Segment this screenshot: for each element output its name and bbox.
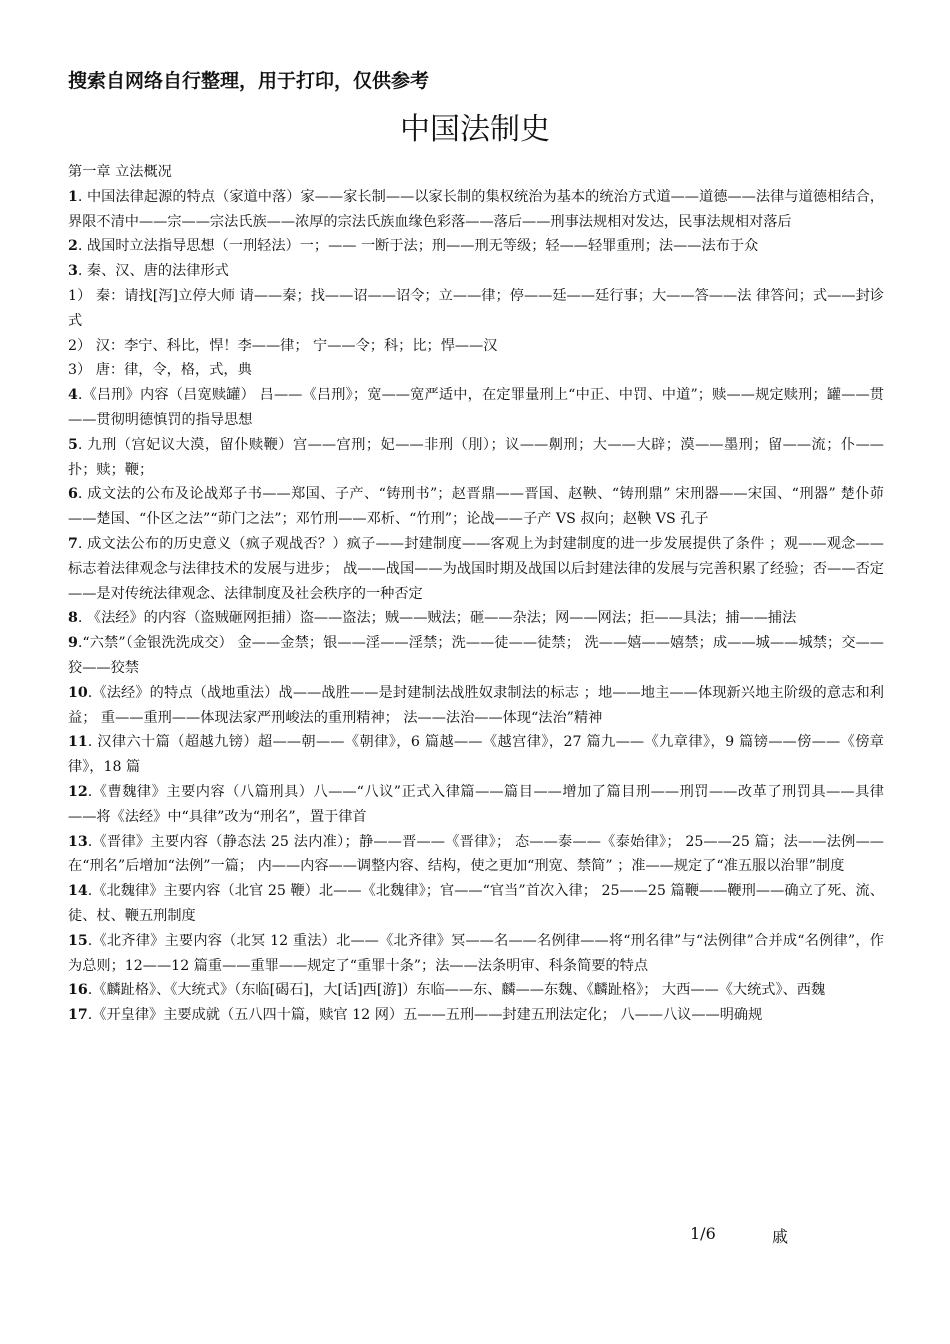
paragraph (68, 334, 884, 359)
paragraph (68, 606, 884, 631)
paragraph-text: . 战国时立法指导思想（一刑轻法）一；—— 一断于法；刑——刑无等级；轻——轻罪重刑；法——法布于众 (77, 238, 759, 255)
paragraph (68, 433, 884, 483)
paragraph-number: 8 (68, 610, 78, 627)
document-title: 中国法制史 (400, 112, 550, 147)
paragraph-text: . 《法经》的内容（盗贼砸网拒捕）盗——盗法；贼——贼法；砸——杂法；网——网法；拒——具法；捕——捕法 (77, 610, 797, 627)
paragraph (68, 482, 884, 532)
document-body (68, 160, 884, 1028)
paragraph-number: 4 (68, 387, 78, 404)
paragraph-text: .《曹魏律》主要内容（八篇刑具）八——“八议”正式入律篇——篇目——增加了篇目刑——刑罚——改革了刑罚具——具律——将《法经》中“具律”改为“刑名”，置于律首 (68, 783, 884, 825)
paragraph-number: 3 (68, 263, 78, 280)
paragraph (68, 879, 884, 929)
paragraph-text: . 九刑（宫妃议大漠，留仆赎鞭）宫——宫刑；妃——非刑（刖）；议——劓刑；大——大辟；漠——墨刑；留——流；仆——扑；赎；鞭； (68, 436, 884, 478)
paragraph-number: 14 (68, 883, 88, 900)
paragraph-text: .《北魏律》主要内容（北官 25 鞭）北——《北魏律》；官——“官当”首次入律； 25——25 篇鞭——鞭刑——确立了死、流、徒、杖、鞭五刑制度 (68, 883, 884, 924)
paragraph (68, 830, 884, 880)
paragraph-text: .“六禁”（金银洗洗成交） 金——金禁；银——淫——淫禁；洗——徒——徒禁； 洗——嬉——嬉禁；成——城——城禁；交——狡——狡禁 (68, 635, 884, 676)
paragraph (68, 284, 884, 334)
paragraph-number: 1 (68, 188, 78, 205)
paragraph (68, 631, 884, 681)
paragraph-text: .《北齐律》主要内容（北冥 12 重法）北——《北齐律》冥——名——名例律——将“刑名律”与“法例律”合并成“名例律”，作为总则；12——12 篇重——重罪——规定了“重罪十条”；法——法条明审、科条简要的特点 (68, 932, 884, 974)
paragraph-text: 2） 汉：李宁、科比，悍！李——律； 宁——令；科；比；悍——汉 (68, 337, 498, 354)
paragraph-text: 3） 唐：律，令，格，式，典 (68, 362, 252, 379)
paragraph (68, 978, 884, 1003)
paragraph-text: . 秦、汉、唐的法律形式 (77, 263, 229, 280)
paragraph-number: 11 (68, 734, 88, 751)
paragraph-text: . 成文法的公布及论战郑子书——郑国、子产、“铸刑书”；赵晋鼎——晋国、赵鞅、“铸刑鼎” 宋刑器——宋国、“刑器” 楚仆茆——楚国、“仆区之法”“茆门之法”；邓竹刑——邓析、“竹刑”；论战——子产 VS 叔向；赵鞅 VS 孔子 (68, 486, 884, 528)
page-number: 1/6 (690, 1224, 716, 1243)
paragraph (68, 358, 884, 383)
paragraph-text: 1） 秦：请找[泻]立停大师 请——秦；找——诏——诏令；立——律；停——廷——廷行事；大——答——法 律答问；式——封诊式 (68, 287, 884, 329)
paragraph-number: 16 (68, 982, 88, 999)
paragraph (68, 780, 884, 830)
paragraph (68, 929, 884, 979)
paragraph-text: .《开皇律》主要成就（五八四十篇，赎官 12 网）五——五刑——封建五刑法定化； 八——八议——明确规 (87, 1007, 763, 1024)
paragraph (68, 234, 884, 259)
paragraph-text: . 中国法律起源的特点（家道中落）家——家长制——以家长制的集权统治为基本的统治方式道——道德——法律与道德相结合，界限不清中——宗——宗法氏族——浓厚的宗法氏族血缘色彩落——落后——刑事法规相对发达，民事法规相对落后 (68, 188, 884, 230)
paragraph-text: . 汉律六十篇（超越九镑）超——朝——《朝律》，6 篇越——《越宫律》，27 篇九——《九章律》，9 篇镑——傍——《傍章律》，18 篇 (68, 734, 884, 776)
paragraph (68, 532, 884, 606)
paragraph-text: .《法经》的特点（战地重法）战——战胜——是封建制法战胜奴隶制法的标志 ；地——地主——体现新兴地主阶级的意志和利益； 重——重刑——体现法家严刑峻法的重刑精神； 法——法治——体现“法治”精神 (68, 684, 884, 726)
paragraph-text: .《麟趾格》、《大统式》（东临[碣石]，大[话]西[游]）东临——东、麟——东魏、《麟趾格》； 大西——《大统式》、西魏 (87, 982, 826, 999)
paragraph-number: 5 (68, 436, 78, 453)
paragraph-text: . 成文法公布的历史意义（疯子观战否？）疯子——封建制度——客观上为封建制度的进一步发展提供了条件 ；观——观念——标志着法律观念与法律技术的发展与进步； 战——战国——为战国时期及战国以后封建法律的发展与完善积累了经验；否——否定——是对传统法律观念、法律制度及社会秩序的一种否定 (68, 535, 884, 602)
paragraph (68, 730, 884, 780)
paragraph (68, 1003, 884, 1028)
footer-mark: 戚 (772, 1227, 789, 1246)
paragraph-number: 13 (68, 833, 88, 850)
paragraph-number: 17 (68, 1007, 88, 1024)
paragraph (68, 681, 884, 731)
paragraph-number: 6 (68, 486, 78, 503)
paragraph (68, 383, 884, 433)
paragraph-list (68, 185, 884, 1028)
paragraph-text: .《吕刑》内容（吕宽赎罐） 吕——《吕刑》；宽——宽严适中，在定罪量刑上“中正、中罚、中道”；赎——规定赎刑；罐——贯——贯彻明德慎罚的指导思想 (68, 387, 884, 428)
paragraph-number: 12 (68, 783, 88, 800)
paragraph-number: 7 (68, 535, 78, 552)
paragraph-number: 15 (68, 932, 88, 949)
paragraph-number: 2 (68, 238, 78, 255)
chapter-heading: 第一章 立法概况 (68, 164, 172, 180)
paragraph (68, 185, 884, 235)
paragraph-text: .《晋律》主要内容（静态法 25 法内准）；静——晋——《晋律》； 态——泰——《泰始律》； 25——25 篇；法——法例——在“刑名”后增加“法例”一篇； 内——内容——调整内容、结构，使之更加“刑宽、禁简” ；准——规定了“准五服以治罪”制度 (68, 833, 884, 875)
paragraph-number: 9 (68, 635, 78, 652)
paragraph-number: 10 (68, 684, 88, 701)
header-note: 搜索自网络自行整理，用于打印，仅供参考 (68, 70, 430, 92)
paragraph (68, 259, 884, 284)
